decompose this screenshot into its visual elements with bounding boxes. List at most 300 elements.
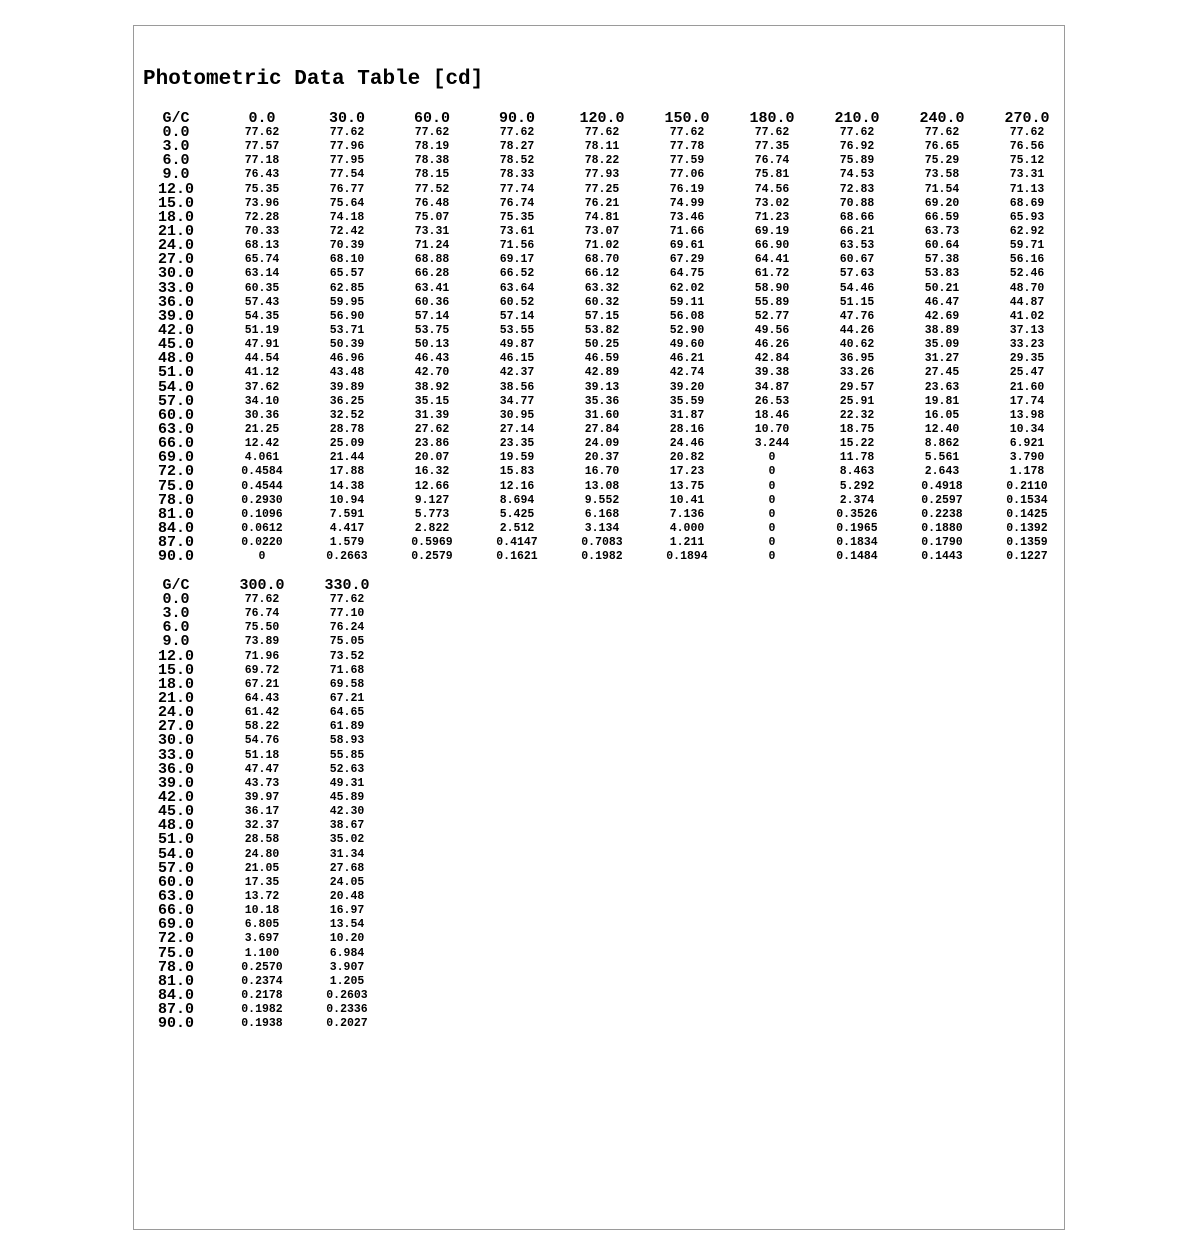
intensity-cell: 77.62 <box>244 593 280 606</box>
intensity-cell: 57.63 <box>839 267 875 281</box>
intensity-cell: 77.62 <box>414 126 450 139</box>
intensity-cell: 24.05 <box>329 875 365 889</box>
intensity-cell: 6.805 <box>244 918 280 932</box>
intensity-cell: 74.81 <box>584 210 620 224</box>
intensity-cell: 31.39 <box>414 408 450 422</box>
intensity-cell: 0.2663 <box>326 550 368 564</box>
intensity-cell: 28.78 <box>329 422 365 436</box>
intensity-cell: 35.36 <box>584 394 620 408</box>
intensity-cell: 13.75 <box>669 479 705 493</box>
intensity-cell: 66.28 <box>414 267 450 281</box>
intensity-cell: 42.84 <box>754 352 790 366</box>
intensity-cell: 2.374 <box>839 493 875 507</box>
intensity-cell: 1.205 <box>329 974 365 988</box>
intensity-cell: 2.643 <box>924 465 960 479</box>
intensity-cell: 0.4147 <box>496 536 538 550</box>
intensity-cell: 66.59 <box>924 210 960 224</box>
gamma-angle-cell: 57.0 <box>157 392 194 410</box>
intensity-cell: 76.24 <box>329 621 365 635</box>
intensity-cell: 0 <box>768 507 776 521</box>
intensity-cell: 77.35 <box>754 140 790 154</box>
intensity-cell: 0.1534 <box>1006 493 1048 507</box>
c-angle-header: 270.0 <box>1004 110 1050 127</box>
intensity-cell: 50.39 <box>329 338 365 352</box>
intensity-cell: 63.53 <box>839 239 875 253</box>
intensity-cell: 62.85 <box>329 281 365 295</box>
intensity-cell: 17.88 <box>329 465 365 479</box>
intensity-cell: 73.07 <box>584 224 620 238</box>
intensity-cell: 30.95 <box>499 408 535 422</box>
c-angle-header: 90.0 <box>498 110 535 127</box>
intensity-cell: 4.417 <box>329 521 365 535</box>
intensity-cell: 78.38 <box>414 154 450 168</box>
intensity-cell: 0.1880 <box>921 521 963 535</box>
intensity-cell: 57.14 <box>414 309 450 323</box>
intensity-cell: 51.15 <box>839 295 875 309</box>
intensity-cell: 15.22 <box>839 437 875 451</box>
c-plane-column <box>825 112 889 564</box>
intensity-cell: 52.63 <box>329 762 365 776</box>
intensity-cell: 9.552 <box>584 493 620 507</box>
intensity-cell: 3.790 <box>1009 451 1045 465</box>
intensity-cell: 61.42 <box>244 706 280 720</box>
intensity-cell: 31.27 <box>924 352 960 366</box>
intensity-cell: 71.68 <box>329 663 365 677</box>
intensity-cell: 68.69 <box>1009 196 1045 210</box>
intensity-cell: 16.70 <box>584 465 620 479</box>
intensity-cell: 77.10 <box>329 607 365 621</box>
intensity-cell: 75.50 <box>244 621 280 635</box>
intensity-cell: 76.21 <box>584 196 620 210</box>
intensity-cell: 0.1834 <box>836 536 878 550</box>
intensity-cell: 53.75 <box>414 323 450 337</box>
intensity-cell: 29.35 <box>1009 352 1045 366</box>
intensity-cell: 77.62 <box>754 126 790 139</box>
gamma-angle-cell: 63.0 <box>157 420 194 438</box>
intensity-cell: 74.56 <box>754 182 790 196</box>
intensity-cell: 56.90 <box>329 309 365 323</box>
intensity-cell: 67.29 <box>669 253 705 267</box>
intensity-cell: 24.46 <box>669 437 705 451</box>
intensity-cell: 52.90 <box>669 323 705 337</box>
intensity-cell: 68.13 <box>244 239 280 253</box>
intensity-cell: 70.88 <box>839 196 875 210</box>
intensity-cell: 38.56 <box>499 380 535 394</box>
gamma-angle-cell: 9.0 <box>162 166 190 184</box>
intensity-cell: 70.39 <box>329 239 365 253</box>
intensity-cell: 5.561 <box>924 451 960 465</box>
intensity-cell: 60.64 <box>924 239 960 253</box>
intensity-cell: 62.02 <box>669 281 705 295</box>
gamma-angle-cell: 30.0 <box>157 265 194 283</box>
intensity-cell: 42.74 <box>669 366 705 380</box>
intensity-cell: 0.2579 <box>411 550 453 564</box>
intensity-cell: 23.35 <box>499 437 535 451</box>
intensity-cell: 76.48 <box>414 196 450 210</box>
intensity-cell: 41.02 <box>1009 309 1045 323</box>
intensity-cell: 0.1227 <box>1006 550 1048 564</box>
gamma-angle-cell: 63.0 <box>157 887 194 905</box>
intensity-cell: 39.89 <box>329 380 365 394</box>
intensity-cell: 0.1965 <box>836 521 878 535</box>
intensity-cell: 74.18 <box>329 210 365 224</box>
intensity-cell: 76.56 <box>1009 140 1045 154</box>
intensity-cell: 73.58 <box>924 168 960 182</box>
intensity-cell: 9.127 <box>414 493 450 507</box>
intensity-cell: 77.06 <box>669 168 705 182</box>
gamma-angle-cell: 51.0 <box>157 364 194 382</box>
intensity-cell: 71.24 <box>414 239 450 253</box>
gamma-angle-cell: 78.0 <box>157 958 194 976</box>
intensity-cell: 14.38 <box>329 479 365 493</box>
c-plane-column <box>995 112 1059 564</box>
intensity-cell: 21.60 <box>1009 380 1045 394</box>
c-plane-column <box>230 112 294 564</box>
intensity-cell: 1.178 <box>1009 465 1045 479</box>
gamma-angle-cell: 36.0 <box>157 760 194 778</box>
intensity-cell: 69.72 <box>244 663 280 677</box>
intensity-cell: 36.25 <box>329 394 365 408</box>
intensity-cell: 1.211 <box>669 536 705 550</box>
gamma-angle-cell: 15.0 <box>157 194 194 212</box>
intensity-cell: 61.72 <box>754 267 790 281</box>
c-plane-column <box>570 112 634 564</box>
intensity-cell: 13.98 <box>1009 408 1045 422</box>
intensity-cell: 38.67 <box>329 819 365 833</box>
intensity-cell: 77.25 <box>584 182 620 196</box>
intensity-cell: 45.89 <box>329 790 365 804</box>
intensity-cell: 64.43 <box>244 691 280 705</box>
intensity-cell: 36.17 <box>244 805 280 819</box>
intensity-cell: 27.68 <box>329 861 365 875</box>
intensity-cell: 0 <box>768 493 776 507</box>
intensity-cell: 49.31 <box>329 776 365 790</box>
gamma-angle-cell: 66.0 <box>157 902 194 920</box>
intensity-cell: 5.773 <box>414 507 450 521</box>
intensity-cell: 0.1425 <box>1006 507 1048 521</box>
intensity-cell: 2.512 <box>499 521 535 535</box>
intensity-cell: 35.59 <box>669 394 705 408</box>
c-angle-header: 30.0 <box>328 110 365 127</box>
c-plane-column <box>485 112 549 564</box>
intensity-cell: 58.93 <box>329 734 365 748</box>
intensity-cell: 53.55 <box>499 323 535 337</box>
intensity-cell: 16.05 <box>924 408 960 422</box>
intensity-cell: 7.591 <box>329 507 365 521</box>
intensity-cell: 74.53 <box>839 168 875 182</box>
intensity-cell: 8.463 <box>839 465 875 479</box>
intensity-cell: 66.12 <box>584 267 620 281</box>
gamma-angle-cell: 0.0 <box>162 124 190 141</box>
intensity-cell: 71.96 <box>244 649 280 663</box>
intensity-cell: 34.10 <box>244 394 280 408</box>
intensity-cell: 68.88 <box>414 253 450 267</box>
gamma-angle-cell: 21.0 <box>157 689 194 707</box>
intensity-cell: 78.11 <box>584 140 620 154</box>
intensity-cell: 46.15 <box>499 352 535 366</box>
intensity-cell: 20.37 <box>584 451 620 465</box>
intensity-cell: 23.63 <box>924 380 960 394</box>
c-angle-header: 240.0 <box>919 110 965 127</box>
intensity-cell: 46.26 <box>754 338 790 352</box>
intensity-cell: 65.93 <box>1009 210 1045 224</box>
intensity-cell: 43.73 <box>244 776 280 790</box>
intensity-cell: 51.18 <box>244 748 280 762</box>
intensity-cell: 1.100 <box>244 946 280 960</box>
intensity-cell: 66.90 <box>754 239 790 253</box>
intensity-cell: 53.71 <box>329 323 365 337</box>
intensity-cell: 0.1894 <box>666 550 708 564</box>
intensity-cell: 76.74 <box>754 154 790 168</box>
intensity-cell: 13.54 <box>329 918 365 932</box>
intensity-cell: 60.67 <box>839 253 875 267</box>
intensity-cell: 49.56 <box>754 323 790 337</box>
intensity-cell: 73.96 <box>244 196 280 210</box>
intensity-cell: 63.64 <box>499 281 535 295</box>
intensity-cell: 69.17 <box>499 253 535 267</box>
gamma-angle-cell: 84.0 <box>157 519 194 537</box>
intensity-cell: 77.62 <box>669 126 705 139</box>
intensity-cell: 0.4584 <box>241 465 283 479</box>
intensity-cell: 5.292 <box>839 479 875 493</box>
intensity-cell: 39.38 <box>754 366 790 380</box>
intensity-cell: 68.70 <box>584 253 620 267</box>
gamma-column <box>148 112 204 564</box>
intensity-cell: 6.984 <box>329 946 365 960</box>
intensity-cell: 10.94 <box>329 493 365 507</box>
intensity-cell: 10.41 <box>669 493 705 507</box>
intensity-cell: 71.02 <box>584 239 620 253</box>
intensity-cell: 72.83 <box>839 182 875 196</box>
intensity-cell: 77.78 <box>669 140 705 154</box>
intensity-cell: 10.18 <box>244 904 280 918</box>
intensity-cell: 66.52 <box>499 267 535 281</box>
intensity-cell: 19.59 <box>499 451 535 465</box>
gamma-angle-cell: 90.0 <box>157 1015 194 1033</box>
gamma-angle-cell: 45.0 <box>157 803 194 821</box>
intensity-cell: 0.2178 <box>241 988 283 1002</box>
intensity-cell: 15.83 <box>499 465 535 479</box>
intensity-cell: 49.87 <box>499 338 535 352</box>
gamma-angle-cell: 87.0 <box>157 534 194 552</box>
intensity-cell: 77.62 <box>329 126 365 139</box>
intensity-cell: 72.42 <box>329 224 365 238</box>
intensity-cell: 39.13 <box>584 380 620 394</box>
intensity-cell: 61.89 <box>329 720 365 734</box>
intensity-cell: 18.46 <box>754 408 790 422</box>
intensity-cell: 34.87 <box>754 380 790 394</box>
intensity-cell: 75.64 <box>329 196 365 210</box>
gamma-angle-cell: 78.0 <box>157 491 194 509</box>
intensity-cell: 6.921 <box>1009 437 1045 451</box>
gamma-angle-cell: 81.0 <box>157 505 194 523</box>
intensity-cell: 3.907 <box>329 960 365 974</box>
intensity-cell: 31.34 <box>329 847 365 861</box>
intensity-cell: 50.13 <box>414 338 450 352</box>
intensity-cell: 77.54 <box>329 168 365 182</box>
intensity-cell: 0 <box>258 550 266 564</box>
gamma-angle-cell: 21.0 <box>157 222 194 240</box>
intensity-cell: 78.33 <box>499 168 535 182</box>
c-plane-column <box>655 112 719 564</box>
intensity-cell: 6.168 <box>584 507 620 521</box>
gamma-angle-cell: 12.0 <box>157 180 194 198</box>
intensity-cell: 28.16 <box>669 422 705 436</box>
intensity-cell: 55.89 <box>754 295 790 309</box>
gamma-angle-cell: 9.0 <box>162 633 190 651</box>
intensity-cell: 42.70 <box>414 366 450 380</box>
intensity-cell: 46.47 <box>924 295 960 309</box>
intensity-cell: 0.2597 <box>921 493 963 507</box>
intensity-cell: 75.07 <box>414 210 450 224</box>
intensity-cell: 77.57 <box>244 140 280 154</box>
intensity-cell: 0 <box>768 479 776 493</box>
intensity-cell: 63.73 <box>924 224 960 238</box>
gamma-angle-cell: 3.0 <box>162 605 190 623</box>
intensity-cell: 77.62 <box>244 126 280 139</box>
intensity-cell: 73.61 <box>499 224 535 238</box>
intensity-cell: 20.48 <box>329 889 365 903</box>
intensity-cell: 20.07 <box>414 451 450 465</box>
intensity-cell: 64.65 <box>329 706 365 720</box>
intensity-cell: 1.579 <box>329 536 365 550</box>
intensity-cell: 3.244 <box>754 437 790 451</box>
intensity-cell: 71.23 <box>754 210 790 224</box>
intensity-cell: 10.34 <box>1009 422 1045 436</box>
intensity-cell: 60.32 <box>584 295 620 309</box>
intensity-cell: 8.862 <box>924 437 960 451</box>
intensity-cell: 77.62 <box>499 126 535 139</box>
intensity-cell: 78.27 <box>499 140 535 154</box>
intensity-cell: 17.23 <box>669 465 705 479</box>
intensity-cell: 50.21 <box>924 281 960 295</box>
intensity-cell: 47.91 <box>244 338 280 352</box>
intensity-cell: 13.08 <box>584 479 620 493</box>
intensity-cell: 57.43 <box>244 295 280 309</box>
intensity-cell: 75.05 <box>329 635 365 649</box>
intensity-cell: 0.1938 <box>241 1017 283 1031</box>
intensity-cell: 0 <box>768 465 776 479</box>
intensity-cell: 46.59 <box>584 352 620 366</box>
intensity-cell: 73.31 <box>1009 168 1045 182</box>
intensity-cell: 65.57 <box>329 267 365 281</box>
intensity-cell: 65.74 <box>244 253 280 267</box>
intensity-cell: 58.90 <box>754 281 790 295</box>
intensity-cell: 76.77 <box>329 182 365 196</box>
intensity-cell: 47.47 <box>244 762 280 776</box>
intensity-cell: 0.0220 <box>241 536 283 550</box>
intensity-cell: 52.77 <box>754 309 790 323</box>
intensity-cell: 62.92 <box>1009 224 1045 238</box>
intensity-cell: 69.58 <box>329 677 365 691</box>
intensity-cell: 66.21 <box>839 224 875 238</box>
intensity-cell: 75.29 <box>924 154 960 168</box>
intensity-cell: 33.26 <box>839 366 875 380</box>
intensity-cell: 49.60 <box>669 338 705 352</box>
intensity-cell: 0.1621 <box>496 550 538 564</box>
c-plane-column <box>315 579 379 1031</box>
intensity-cell: 29.57 <box>839 380 875 394</box>
gamma-angle-cell: 24.0 <box>157 237 194 255</box>
intensity-cell: 77.59 <box>669 154 705 168</box>
gamma-angle-cell: 69.0 <box>157 449 194 467</box>
c-angle-header: 330.0 <box>324 577 370 594</box>
intensity-cell: 69.19 <box>754 224 790 238</box>
intensity-cell: 21.25 <box>244 422 280 436</box>
intensity-cell: 25.09 <box>329 437 365 451</box>
intensity-cell: 10.70 <box>754 422 790 436</box>
intensity-cell: 73.02 <box>754 196 790 210</box>
intensity-cell: 71.66 <box>669 224 705 238</box>
intensity-cell: 44.26 <box>839 323 875 337</box>
intensity-cell: 0.2238 <box>921 507 963 521</box>
intensity-cell: 76.43 <box>244 168 280 182</box>
intensity-cell: 4.061 <box>244 451 280 465</box>
intensity-cell: 57.15 <box>584 309 620 323</box>
intensity-cell: 40.62 <box>839 338 875 352</box>
intensity-cell: 47.76 <box>839 309 875 323</box>
intensity-cell: 0.1392 <box>1006 521 1048 535</box>
intensity-cell: 24.09 <box>584 437 620 451</box>
intensity-cell: 68.66 <box>839 210 875 224</box>
intensity-cell: 11.78 <box>839 451 875 465</box>
intensity-cell: 0.2110 <box>1006 479 1048 493</box>
intensity-cell: 42.30 <box>329 805 365 819</box>
gamma-angle-cell: 39.0 <box>157 774 194 792</box>
intensity-cell: 27.45 <box>924 366 960 380</box>
intensity-cell: 70.33 <box>244 224 280 238</box>
intensity-cell: 0.1982 <box>241 1003 283 1017</box>
intensity-cell: 54.46 <box>839 281 875 295</box>
intensity-cell: 67.21 <box>329 691 365 705</box>
intensity-cell: 17.35 <box>244 875 280 889</box>
intensity-cell: 21.05 <box>244 861 280 875</box>
intensity-cell: 73.89 <box>244 635 280 649</box>
gamma-angle-cell: 6.0 <box>162 619 190 637</box>
gamma-angle-cell: 57.0 <box>157 859 194 877</box>
intensity-cell: 25.47 <box>1009 366 1045 380</box>
gamma-angle-cell: 27.0 <box>157 718 194 736</box>
intensity-cell: 64.75 <box>669 267 705 281</box>
intensity-cell: 77.62 <box>924 126 960 139</box>
intensity-cell: 69.61 <box>669 239 705 253</box>
intensity-cell: 77.74 <box>499 182 535 196</box>
gamma-angle-cell: 27.0 <box>157 251 194 269</box>
intensity-cell: 77.18 <box>244 154 280 168</box>
intensity-cell: 78.19 <box>414 140 450 154</box>
intensity-cell: 0.1359 <box>1006 536 1048 550</box>
intensity-cell: 0.5969 <box>411 536 453 550</box>
intensity-cell: 75.81 <box>754 168 790 182</box>
row-header-label: G/C <box>162 577 190 594</box>
c-angle-header: 300.0 <box>239 577 285 594</box>
gamma-angle-cell: 33.0 <box>157 279 194 297</box>
c-plane-column <box>740 112 804 564</box>
gamma-angle-cell: 75.0 <box>157 477 194 495</box>
gamma-angle-cell: 48.0 <box>157 350 194 368</box>
intensity-cell: 3.134 <box>584 521 620 535</box>
intensity-cell: 0 <box>768 521 776 535</box>
intensity-cell: 59.71 <box>1009 239 1045 253</box>
intensity-cell: 77.62 <box>839 126 875 139</box>
intensity-cell: 24.80 <box>244 847 280 861</box>
c-plane-column <box>315 112 379 564</box>
intensity-cell: 52.46 <box>1009 267 1045 281</box>
c-angle-header: 0.0 <box>248 110 276 127</box>
intensity-cell: 0.2374 <box>241 974 283 988</box>
intensity-cell: 72.28 <box>244 210 280 224</box>
intensity-cell: 73.46 <box>669 210 705 224</box>
